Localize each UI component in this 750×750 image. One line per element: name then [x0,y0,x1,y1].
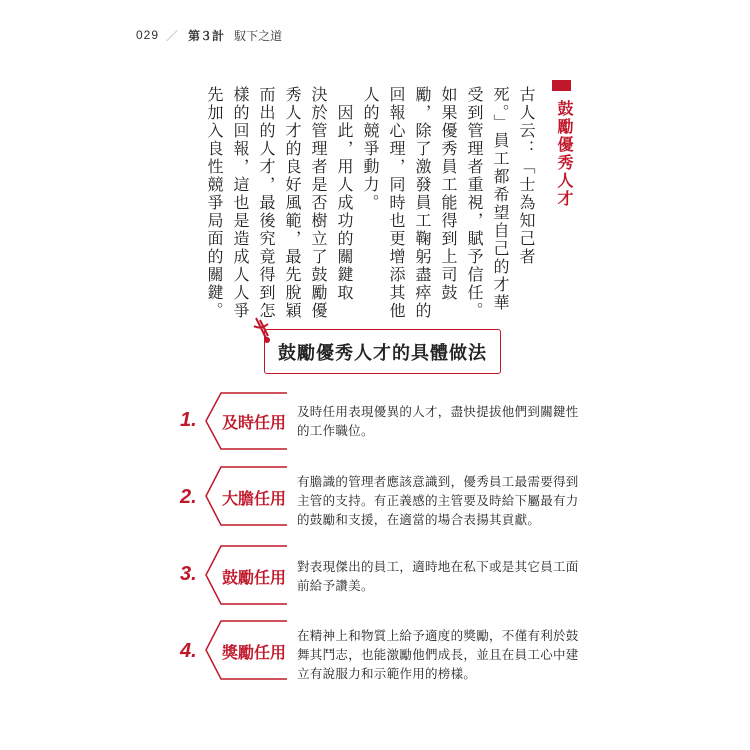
body-column: 古人云：「士為知己者 [517,86,536,266]
item-label: 鼓勵任用 [222,568,287,587]
section-title: 鼓勵優秀人才 [555,100,574,208]
body-column: 人的競爭動力。 [361,86,380,212]
box-title: 鼓勵優秀人才的具體做法 [264,329,501,374]
item-number: 1. [180,409,197,431]
body-column: 秀人才的良好風範，最先脫穎 [283,86,302,320]
item-number: 2. [180,486,197,508]
running-header [136,26,282,44]
body-column: 如果優秀員工能得到上司鼓 [439,86,458,302]
chapter-title: 馭下之道 [234,28,283,43]
item-description: 及時任用表現優異的人才，盡快提拔他們到關鍵性的工作職位。 [297,404,579,438]
item-description: 在精神上和物質上給予適度的獎勵，不僅有利於鼓舞其鬥志，也能激勵他們成長，並且在員工心中建立有說服力和示範作用的榜樣。 [297,628,579,681]
item-label: 及時任用 [222,413,287,432]
body-column: 決於管理者是否樹立了鼓勵優 [309,86,328,320]
item-number: 4. [180,640,197,662]
page-number: 029 [136,28,160,42]
item-label: 獎勵任用 [222,643,287,662]
body-column: 勵，除了激發員工鞠躬盡瘁的 [413,86,432,320]
body-column: 先加入良性競爭局面的關鍵。 [205,86,224,320]
body-column: 受到管理者重視，賦予信任。 [465,86,484,320]
chapter-label: 第３計 [188,28,225,43]
section-marker-bar [552,80,571,91]
body-column: 而出的人才，最後究竟得到怎 [257,86,276,320]
item-number: 3. [180,563,197,585]
item-label: 大膽任用 [222,489,287,508]
item-description: 有膽識的管理者應該意識到，優秀員工最需要得到主管的支持。有正義感的主管要及時給下屬最有力的鼓勵和支援，在適當的場合表揚其貢獻。 [297,474,579,527]
body-column: 死。」員工都希望自己的才華 [491,86,510,312]
item-description: 對表現傑出的員工，適時地在私下或是其它員工面前給予讚美。 [297,559,579,593]
header-separator: ／ [166,28,179,43]
body-column: 回報心理，同時也更增添其他 [387,86,406,320]
body-column: 因此，用人成功的關鍵取 [335,86,354,302]
body-column: 樣的回報，這也是造成人人爭 [231,86,250,320]
